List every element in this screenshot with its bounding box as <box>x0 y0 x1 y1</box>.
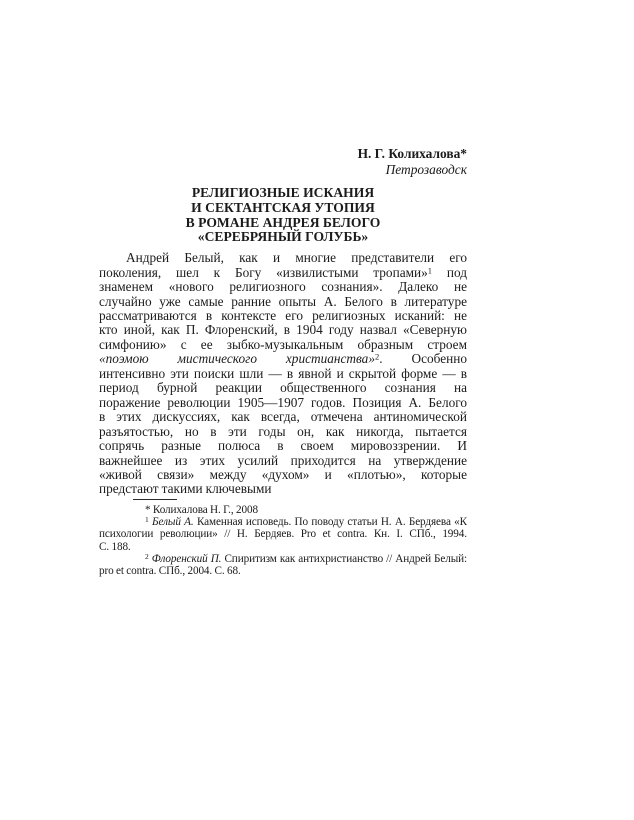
title-line-2: И СЕКТАНТСКАЯ УТОПИЯ <box>191 199 375 215</box>
text-segment: психологии революции» // Н. Бердяев. Pro et contra. Кн. I. СПб., 1994. <box>99 528 467 541</box>
text-segment: случайно уже самые ранние опыты А. Белого в литературе <box>99 293 467 309</box>
text-segment: предстают такими ключевыми <box>99 481 272 497</box>
author-name: Н. Г. Колихалова* <box>357 146 467 161</box>
text-segment: важнейшее из этих усилий приходится на утверждение <box>99 452 467 468</box>
text-segment: поколения, шел к Богу «извилистыми тропами» <box>99 264 428 280</box>
text-line <box>99 425 467 439</box>
text-line <box>99 352 467 366</box>
text-segment: Белый А. <box>148 516 194 529</box>
text-line <box>99 565 467 577</box>
text-line <box>99 251 467 265</box>
text-line <box>99 396 467 410</box>
text-line <box>99 338 467 352</box>
text-segment: в этих дискуссиях, как всегда, отмечена антиномической <box>99 409 467 425</box>
text-line <box>99 516 467 528</box>
text-line <box>99 280 467 294</box>
text-segment: разъятостью, но в эти годы он, как никогда, пытается <box>99 423 467 439</box>
text-segment: «поэмою мистического христианства» <box>99 351 375 367</box>
article-title <box>99 186 467 245</box>
text-segment: pro et contra. СПб., 2004. С. 68. <box>99 565 241 578</box>
text-line <box>99 367 467 381</box>
text-line <box>99 439 467 453</box>
title-line-4: «СЕРЕБРЯНЫЙ ГОЛУБЬ» <box>197 229 369 245</box>
text-line <box>99 504 467 516</box>
footnotes-section <box>99 499 467 578</box>
text-line <box>99 454 467 468</box>
text-segment: «живой связи» между «духом» и «плотью», которые <box>99 466 467 482</box>
superscript-ref: 2 <box>374 351 380 362</box>
superscript-ref: 1 <box>427 265 433 276</box>
text-segment: рассматриваются в контексте его религиозных исканий: не <box>99 308 467 323</box>
text-line <box>99 266 467 280</box>
text-segment: . Особенно <box>379 351 467 367</box>
text-line <box>99 309 467 323</box>
text-segment: интенсивно эти поиски шли — в явной и скрытой форме — в <box>99 365 467 381</box>
superscript-ref: 1 <box>145 515 149 525</box>
text-segment: под <box>432 264 468 280</box>
page-content <box>99 146 467 578</box>
text-segment: период бурной реакции общественного сознания на <box>99 380 467 396</box>
text-line <box>99 295 467 309</box>
text-line <box>99 410 467 424</box>
article-body <box>99 251 467 497</box>
text-segment: Каменная исповедь. По поводу статьи Н. А. Бердяева «К <box>193 516 468 529</box>
text-line <box>99 468 467 482</box>
text-line <box>99 482 467 496</box>
title-line-1: РЕЛИГИОЗНЫЕ ИСКАНИЯ <box>191 185 375 200</box>
text-segment: симфонию» с ее зыбко-музыкальным образным строем <box>99 336 467 352</box>
superscript-ref: 2 <box>145 552 149 562</box>
author-city: Петрозаводск <box>385 162 467 177</box>
text-segment: знаменем «нового религиозного сознания». Далеко не <box>99 279 467 295</box>
text-line <box>99 381 467 395</box>
text-segment: сопрячь разные полюса в своем мировоззрении. И <box>99 438 467 454</box>
text-segment: поражение революции 1905—1907 годов. Позиция А. Белого <box>99 394 467 410</box>
title-line-3: В РОМАНЕ АНДРЕЯ БЕЛОГО <box>185 214 381 230</box>
footnote-list <box>99 504 467 578</box>
footnote-separator-rule <box>133 499 177 500</box>
text-line <box>99 528 467 540</box>
text-segment: Андрей Белый, как и многие представители его <box>126 250 467 266</box>
text-segment: Спиритизм как антихристианство // Андрей Белый: <box>221 553 468 566</box>
text-segment: * Колихалова Н. Г., 2008 <box>145 503 258 516</box>
text-segment: Флоренский П. <box>148 553 222 566</box>
text-line <box>99 323 467 337</box>
text-segment: С. 188. <box>99 540 131 553</box>
text-segment: кто иной, как П. Флоренский, в 1904 году назвал «Северную <box>99 322 467 338</box>
text-line <box>99 541 467 553</box>
text-line <box>99 553 467 565</box>
